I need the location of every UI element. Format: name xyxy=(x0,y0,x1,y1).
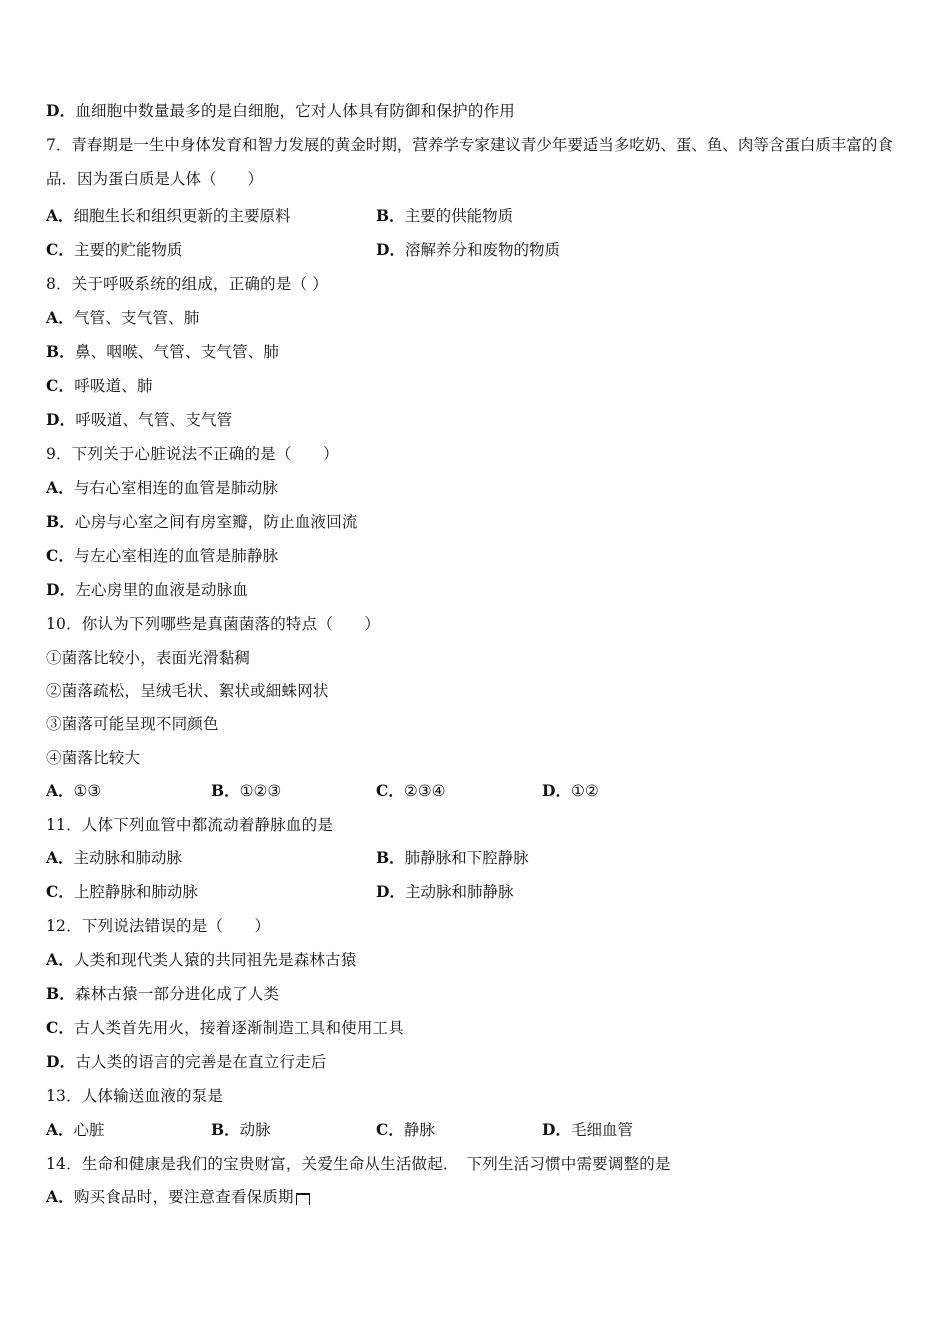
q10-option-a: A．①③ xyxy=(46,781,102,800)
q11-option-c: C．上腔静脉和肺动脉 xyxy=(46,882,198,901)
q12-option-a: A．人类和现代类人猿的共同祖先是森林古猿 xyxy=(46,950,357,969)
q10-option-d: D．①② xyxy=(542,781,599,800)
q9-option-b: B．心房与心室之间有房室瓣，防止血液回流 xyxy=(46,512,358,531)
q13-stem: 13．人体输送血液的泵是 xyxy=(46,1087,224,1105)
q8-option-c: C．呼吸道、肺 xyxy=(46,376,153,395)
q8-option-a: A．气管、支气管、肺 xyxy=(46,308,200,327)
q10-option-b: B．①②③ xyxy=(211,781,282,800)
q10-item-1: ①菌落比较小，表面光滑黏稠 xyxy=(46,649,251,667)
q11-option-a: A．主动脉和肺动脉 xyxy=(46,848,183,867)
q8-stem: 8．关于呼吸系统的组成，正确的是（ ） xyxy=(46,275,329,293)
q7-option-b: B．主要的供能物质 xyxy=(376,206,514,225)
q6-option-d: D．血细胞中数量最多的是白细胞，它对人体具有防御和保护的作用 xyxy=(46,101,515,120)
text-cursor-mark xyxy=(296,1193,310,1205)
q10-item-2: ②菌落疏松，呈绒毛状、絮状或細蛛网状 xyxy=(46,682,329,700)
q7-option-d: D．溶解养分和废物的物质 xyxy=(376,240,560,259)
q7-stem: 7．青春期是一生中身体发育和智力发展的黄金时期，营养学专家建议青少年要适当多吃奶、蛋、鱼、肉等含蛋白质丰富的食品．因为蛋白质是人体（ ） xyxy=(46,136,893,188)
q13-option-a: A．心脏 xyxy=(46,1120,105,1139)
q9-option-c: C．与左心室相连的血管是肺静脉 xyxy=(46,546,279,565)
q10-stem: 10．你认为下列哪些是真菌菌落的特点（ ） xyxy=(46,615,381,633)
q13-option-d: D．毛细血管 xyxy=(542,1120,633,1139)
q12-option-d: D．古人类的语言的完善是在直立行走后 xyxy=(46,1052,327,1071)
q11-option-d: D．主动脉和肺静脉 xyxy=(376,882,514,901)
q13-option-b: B．动脉 xyxy=(211,1120,271,1139)
q10-option-c: C．②③④ xyxy=(376,781,446,800)
q7-option-a: A．细胞生长和组织更新的主要原料 xyxy=(46,206,291,225)
q12-option-c: C．古人类首先用火，接着逐渐制造工具和使用工具 xyxy=(46,1018,404,1037)
q10-item-3: ③菌落可能呈现不同颜色 xyxy=(46,715,219,733)
q14-option-a: A．购买食品时，要注意查看保质期 xyxy=(46,1187,310,1207)
q14-stem: 14．生命和健康是我们的宝贵财富，关爱生命从生活做起． 下列生活习惯中需要调整的是 xyxy=(46,1155,671,1173)
q9-stem: 9．下列关于心脏说法不正确的是（ ） xyxy=(46,445,339,463)
q11-stem: 11．人体下列血管中都流动着静脉血的是 xyxy=(46,816,334,834)
q13-option-c: C．静脉 xyxy=(376,1120,435,1139)
q10-item-4: ④菌落比较大 xyxy=(46,749,141,767)
q8-option-d: D．呼吸道、气管、支气管 xyxy=(46,410,233,429)
q11-option-b: B．肺静脉和下腔静脉 xyxy=(376,848,529,867)
q12-option-b: B．森林古猿一部分进化成了人类 xyxy=(46,984,280,1003)
q12-stem: 12．下列说法错误的是（ ） xyxy=(46,917,271,935)
q7-option-c: C．主要的贮能物质 xyxy=(46,240,183,259)
q9-option-d: D．左心房里的血液是动脉血 xyxy=(46,580,249,599)
q9-option-a: A．与右心室相连的血管是肺动脉 xyxy=(46,478,279,497)
q8-option-b: B．鼻、咽喉、气管、支气管、肺 xyxy=(46,342,280,361)
